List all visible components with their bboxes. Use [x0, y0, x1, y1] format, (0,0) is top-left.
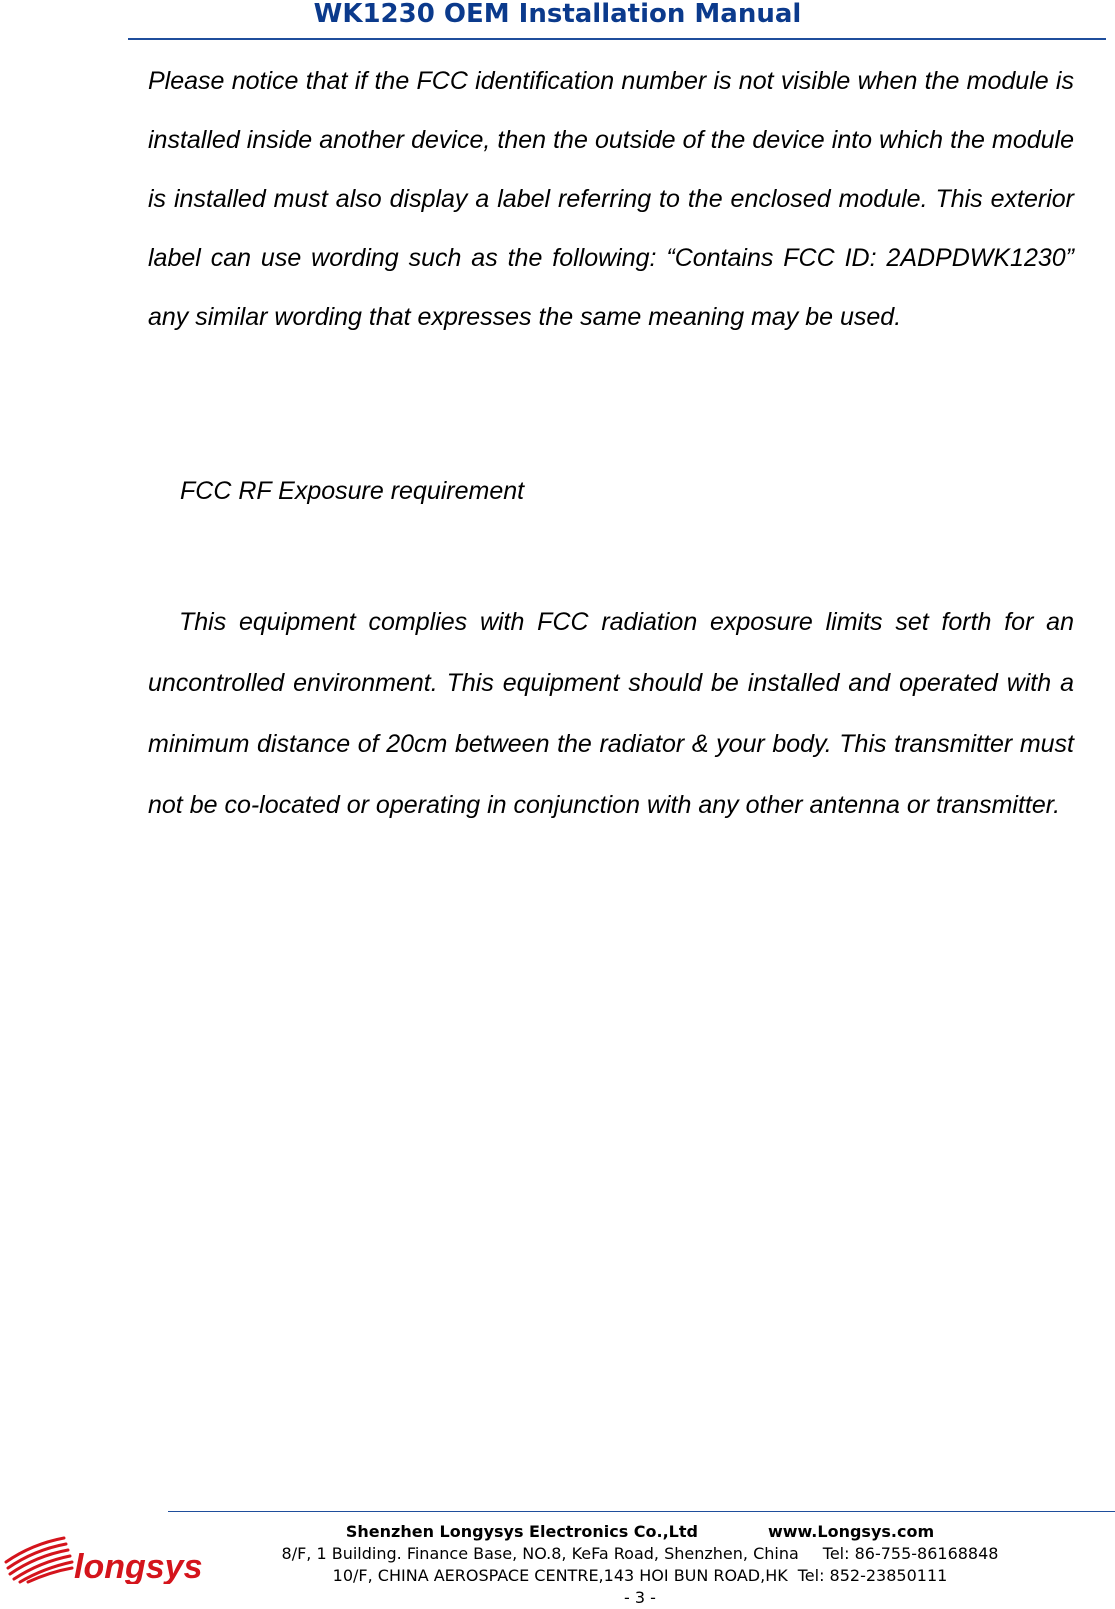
footer	[205, 1521, 1075, 1609]
page-number: - 3 -	[624, 1588, 656, 1607]
footer-company-line	[205, 1521, 1075, 1543]
address-shenzhen: 8/F, 1 Building. Finance Base, NO.8, KeFa Road, Shenzhen, China	[281, 1544, 799, 1563]
paragraph-fcc-label: Please notice that if the FCC identification number is not visible when the module is installed inside another device, then the outside of the device into which the module is installed must also display a label referring to the enclosed module. This exterior label can use wording such as the following: “Contains FCC ID: 2ADPDWK1230” any similar wording that expresses the same meaning may be used.	[148, 67, 1074, 331]
section-heading: FCC RF Exposure requirement	[180, 477, 525, 505]
header-divider	[128, 38, 1106, 40]
footer-address-line-1	[205, 1543, 1075, 1565]
footer-address-line-2	[205, 1565, 1075, 1587]
tel-hk: Tel: 852-23850111	[797, 1566, 948, 1585]
logo-swoosh-icon	[6, 1538, 72, 1582]
logo-wordmark: longsys	[74, 1548, 203, 1584]
tel-shenzhen: Tel: 86-755-86168848	[822, 1544, 999, 1563]
footer-divider	[168, 1511, 1115, 1512]
paragraph-rf-exposure: This equipment complies with FCC radiation exposure limits set forth for an uncontrolled environment. This equipment should be installed and operated with a minimum distance of 20cm between the radiator & your body. This transmitter must not be co-located or operating in conjunction with any other antenna or transmitter.	[148, 608, 1074, 819]
company-name: Shenzhen Longysys Electronics Co.,Ltd	[345, 1522, 698, 1541]
website-link[interactable]: www.Longsys.com	[767, 1522, 935, 1541]
longsys-logo	[2, 1532, 212, 1584]
address-hk: 10/F, CHINA AEROSPACE CENTRE,143 HOI BUN ROAD,HK	[332, 1566, 788, 1585]
page-title: WK1230 OEM Installation Manual	[313, 0, 802, 29]
